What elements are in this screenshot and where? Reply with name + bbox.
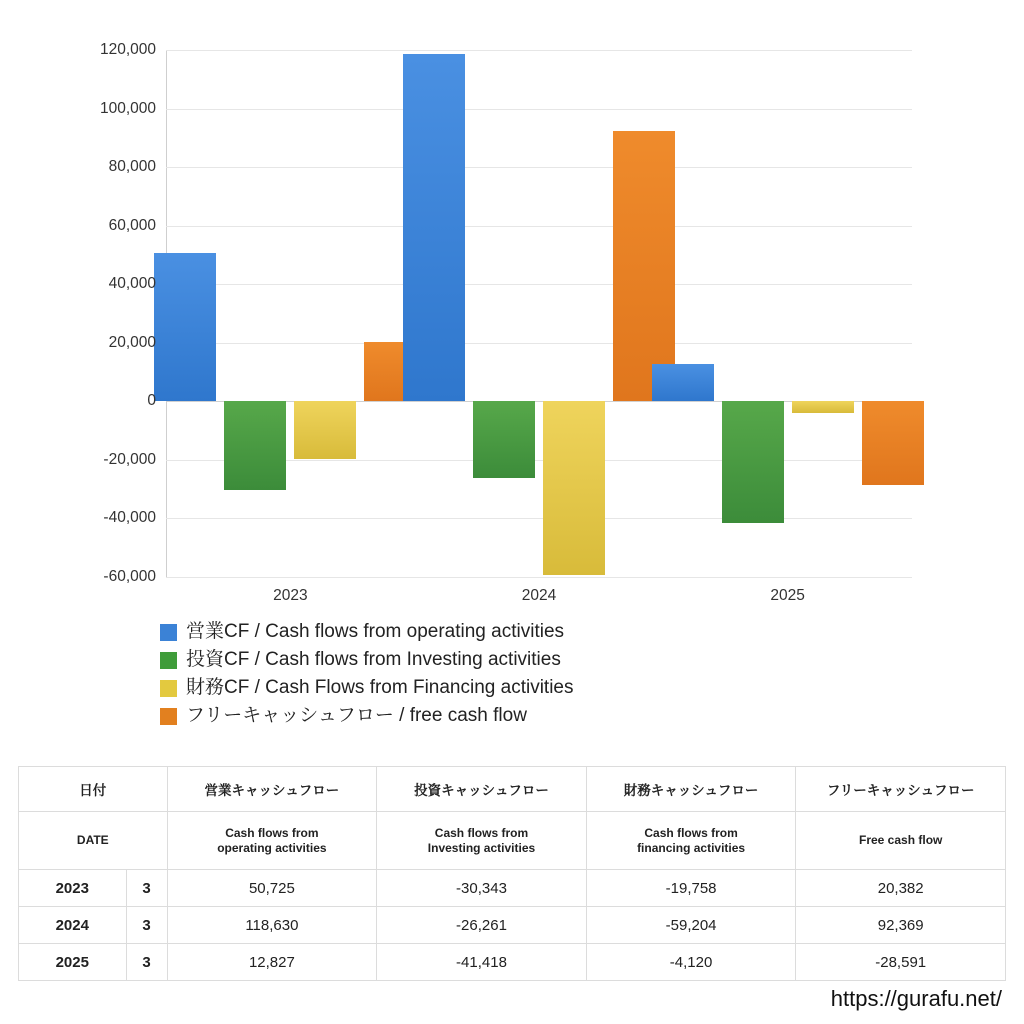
legend-swatch-free-cash-flow (160, 708, 177, 725)
row-fcf: 92,369 (796, 907, 1006, 944)
row-month: 3 (126, 907, 167, 944)
row-fcf: 20,382 (796, 870, 1006, 907)
chart-gridline (166, 226, 912, 227)
legend-label-investing: 投資CF / Cash flows from Investing activities (186, 649, 561, 670)
header-jp-financing: 財務キャッシュフロー (586, 767, 796, 812)
chart-gridline (166, 284, 912, 285)
x-axis-tick-label: 2024 (521, 587, 557, 604)
legend-item-investing (160, 648, 574, 672)
y-axis-tick-label: 60,000 (108, 216, 156, 234)
x-axis-tick-label: 2023 (273, 587, 308, 604)
x-axis-tick-label: 2025 (770, 587, 805, 604)
chart-bar (722, 401, 784, 522)
row-month: 3 (126, 944, 167, 981)
row-year: 2024 (19, 907, 127, 944)
chart-plot-area (166, 50, 912, 577)
header-en-operating-line1: Cash flows from (225, 825, 319, 840)
cash-flow-table (18, 766, 1006, 981)
y-axis-tick-label: 100,000 (99, 99, 156, 117)
header-jp-investing: 投資キャッシュフロー (377, 767, 587, 812)
y-axis-tick-label: -60,000 (103, 568, 156, 585)
row-investing: -30,343 (377, 870, 587, 907)
row-year: 2025 (19, 944, 127, 981)
chart-bar (543, 401, 605, 574)
row-operating: 50,725 (167, 870, 377, 907)
header-en-fcf (796, 812, 1006, 870)
y-axis-tick-label: 40,000 (108, 275, 156, 293)
legend-label-operating: 営業CF / Cash flows from operating activities (186, 621, 565, 642)
legend-item-operating (160, 620, 574, 644)
header-jp-date: 日付 (19, 767, 168, 812)
site-url: https://gurafu.net/ (830, 986, 1002, 1011)
chart-bar (224, 401, 286, 490)
row-investing: -26,261 (377, 907, 587, 944)
chart-gridline (166, 109, 912, 110)
legend-label-free-cash-flow: フリーキャッシュフロー / free cash flow (186, 705, 527, 726)
table-header-row-en (19, 812, 1006, 870)
legend-swatch-operating (160, 624, 177, 641)
header-en-fcf-line1: Free cash flow (859, 833, 943, 847)
row-operating: 12,827 (167, 944, 377, 981)
chart-bar (154, 253, 216, 402)
header-en-financing (586, 812, 796, 870)
header-en-financing-line2: financing activities (637, 840, 746, 855)
row-investing: -41,418 (377, 944, 587, 981)
table-row (19, 907, 1006, 944)
header-en-financing-line1: Cash flows from (644, 825, 738, 840)
chart-gridline (166, 167, 912, 168)
chart-bar (403, 54, 465, 401)
chart-bar (473, 401, 535, 478)
y-axis-tick-label: -40,000 (103, 509, 156, 527)
y-axis-tick-label: 120,000 (99, 41, 156, 58)
chart-bar (613, 131, 675, 401)
row-financing: -19,758 (586, 870, 796, 907)
header-en-investing (377, 812, 587, 870)
row-operating: 118,630 (167, 907, 377, 944)
legend-swatch-investing (160, 652, 177, 669)
chart-bar (652, 364, 714, 402)
header-jp-operating: 営業キャッシュフロー (167, 767, 377, 812)
header-en-investing-line2: Investing activities (427, 840, 536, 855)
legend-item-free-cash-flow (160, 704, 574, 728)
row-year: 2023 (19, 870, 127, 907)
chart-legend (160, 620, 574, 732)
chart-bar (862, 401, 924, 485)
y-axis-tick-label: 80,000 (108, 158, 156, 176)
chart-bar (792, 401, 854, 413)
table-header-row-jp (19, 767, 1006, 812)
row-month: 3 (126, 870, 167, 907)
header-en-investing-line1: Cash flows from (434, 825, 529, 840)
table-row (19, 870, 1006, 907)
header-en-date: DATE (19, 812, 168, 870)
chart-gridline (166, 50, 912, 51)
header-en-operating (167, 812, 377, 870)
chart-gridline (166, 343, 912, 344)
row-fcf: -28,591 (796, 944, 1006, 981)
y-axis-tick-label: 20,000 (108, 333, 156, 351)
header-jp-fcf: フリーキャッシュフロー (796, 767, 1006, 812)
data-table (18, 766, 1006, 981)
chart-bar (294, 401, 356, 459)
y-axis-tick-label: 0 (147, 392, 156, 410)
chart-gridline (166, 518, 912, 519)
chart-gridline (166, 577, 912, 578)
legend-label-financing: 財務CF / Cash Flows from Financing activities (186, 677, 574, 698)
y-axis-tick-label: -20,000 (103, 450, 156, 468)
row-financing: -59,204 (586, 907, 796, 944)
header-en-operating-line2: operating activities (217, 840, 327, 855)
legend-swatch-financing (160, 680, 177, 697)
table-row (19, 944, 1006, 981)
row-financing: -4,120 (586, 944, 796, 981)
legend-item-financing (160, 676, 574, 700)
